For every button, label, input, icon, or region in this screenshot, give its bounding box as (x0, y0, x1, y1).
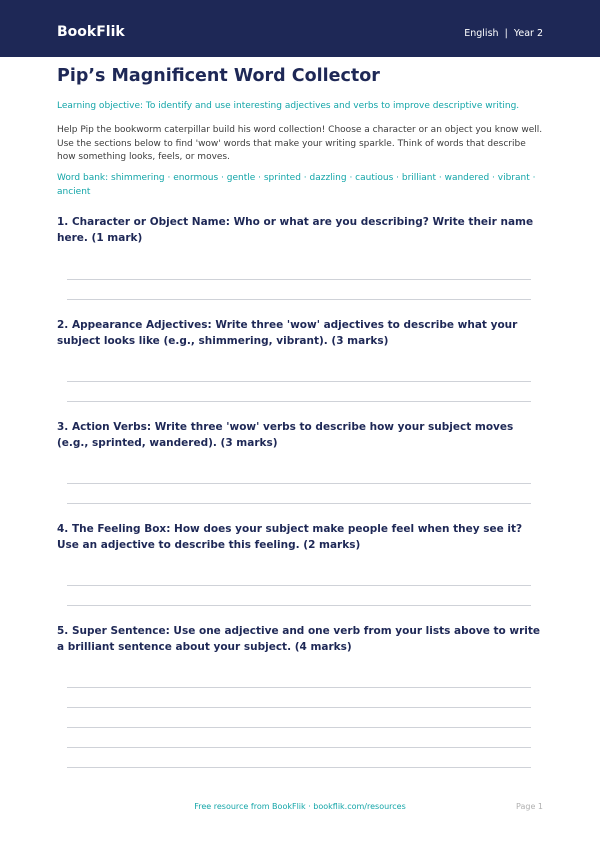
answer-line[interactable] (67, 381, 531, 382)
page-number: Page 1 (516, 802, 543, 811)
word-bank: Word bank: shimmering · enormous · gentle · sprinted · dazzling · cautious · brilliant · wandered · vibrant · ancient (57, 173, 536, 197)
answer-line[interactable] (67, 767, 531, 768)
question-4: 4. The Feeling Box: How does your subject make people feel when they see it? Use an adjective to describe this feeling. (2 marks) (57, 523, 523, 551)
question-2: 2. Appearance Adjectives: Write three 'wow' adjectives to describe what your subject looks like (e.g., shimmering, vibrant). (3 marks) (57, 319, 518, 347)
brand-logo-text: BookFlik (57, 24, 125, 40)
answer-line[interactable] (67, 687, 531, 688)
answer-line[interactable] (67, 279, 531, 280)
question-5: 5. Super Sentence: Use one adjective and one verb from your lists above to write a brilliant sentence about your subject. (4 marks) (57, 625, 540, 653)
answer-line[interactable] (67, 605, 531, 606)
learning-objective: Learning objective: To identify and use interesting adjectives and verbs to improve descriptive writing. (57, 101, 520, 111)
answer-line[interactable] (67, 585, 531, 586)
answer-line[interactable] (67, 727, 531, 728)
footer-resource-link[interactable]: Free resource from BookFlik · bookflik.com/resources (194, 802, 406, 811)
answer-line[interactable] (67, 483, 531, 484)
page-title: Pip’s Magnificent Word Collector (57, 66, 380, 86)
answer-line[interactable] (67, 401, 531, 402)
page-header (0, 0, 600, 57)
answer-line[interactable] (67, 299, 531, 300)
question-1: 1. Character or Object Name: Who or what are you describing? Write their name here. (1 mark) (57, 216, 534, 244)
intro-paragraph: Help Pip the bookworm caterpillar build his word collection! Choose a character or an object you know well. Use the sections below to find 'wow' words that make your writing sparkle. Think of words that describe how something looks, feels, or moves. (57, 125, 543, 162)
answer-line[interactable] (67, 707, 531, 708)
answer-line[interactable] (67, 503, 531, 504)
answer-line[interactable] (67, 747, 531, 748)
question-3: 3. Action Verbs: Write three 'wow' verbs to describe how your subject moves (e.g., sprinted, wandered). (3 marks) (57, 421, 514, 449)
subject-year-label: English | Year 2 (464, 28, 543, 39)
